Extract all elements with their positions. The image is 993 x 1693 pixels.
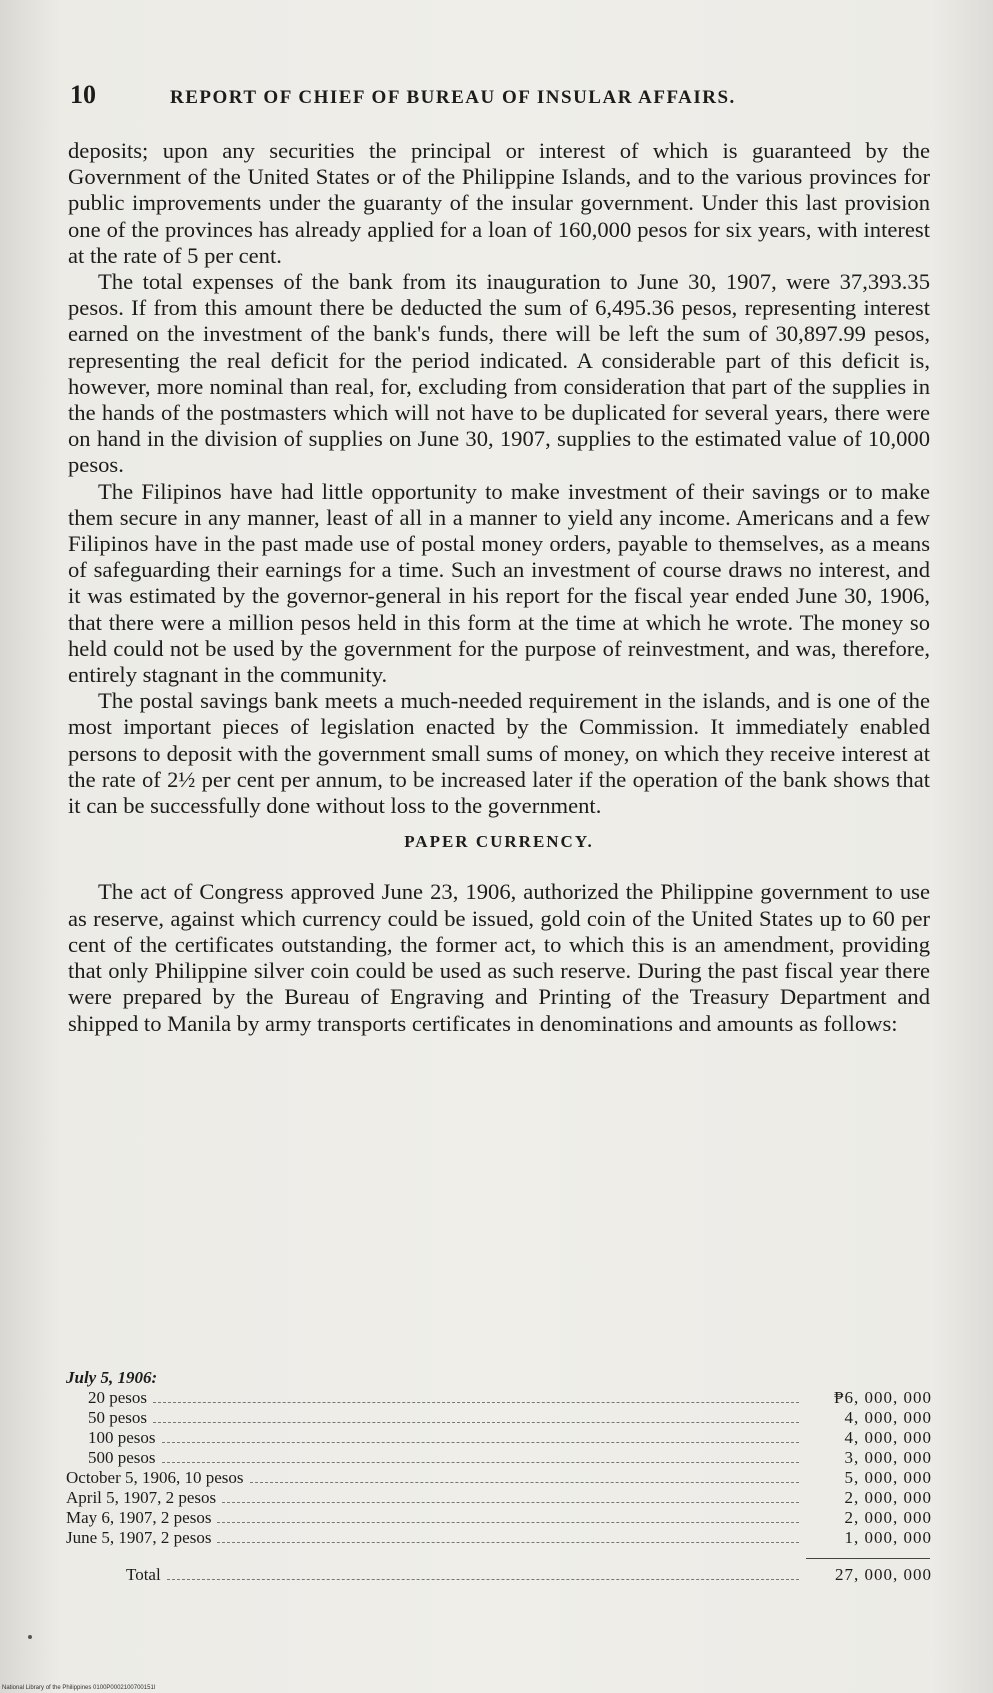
row-label: October 5, 1906, 10 pesos [66,1468,244,1487]
table-row [66,1428,932,1448]
leader-dots [250,1481,799,1483]
row-label: April 5, 1907, 2 pesos [66,1488,217,1507]
leader-dots [162,1461,799,1463]
table-row [66,1508,932,1528]
table-row [66,1528,932,1548]
footer-credit: National Library of the Philippines 0100P0002100700151I [2,1685,156,1691]
row-label: 500 pesos [88,1448,156,1467]
row-label: June 5, 1907, 2 pesos [66,1528,212,1547]
section-heading: PAPER CURRENCY. [404,832,594,852]
row-amount: 5, 000, 000 [844,1468,932,1487]
leader-dots [217,1541,799,1543]
row-amount: 3, 000, 000 [844,1448,932,1467]
table-row [66,1468,932,1488]
row-label: 20 pesos [88,1388,148,1407]
currency-table [66,1368,932,1585]
table-total-row [66,1565,932,1585]
paragraph: The Filipinos have had little opportunity to make investment of their savings or to make them secure in any manner, least of all in a manner to yield any income. Americans and a few Filipinos have in the past made use of postal money orders, payable to themselves, as a means of safeguarding their earnings for a time. Such an investment of course draws no interest, and it was estimated by the governor-general in his report for the fiscal year ended June 30, 1906, that there were a million pesos held in this form at the time at which he wrote. The money so held could not be used by the government for the purpose of reinvestment, and was, therefore, entirely stagnant in the community. [68,478,930,688]
row-label: 50 pesos [88,1408,148,1427]
leader-dots [217,1521,799,1523]
paragraph: The total expenses of the bank from its inauguration to June 30, 1907, were 37,393.35 pesos. If from this amount there be deducted the sum of 6,495.36 pesos, representing interest earned on the investment of the bank's funds, there will be left the sum of 30,897.99 pesos, representing the real deficit for the period indicated. A considerable part of this deficit is, however, more nominal than real, for, excluding from consideration that part of the supplies in the hands of the postmasters which will not have to be duplicated for several years, there were on hand in the division of supplies on June 30, 1907, supplies to the estimated value of 10,000 pesos. [68,269,930,478]
page-number: 10 [70,80,96,109]
row-amount: ₱6, 000, 000 [834,1388,932,1407]
row-label: May 6, 1907, 2 pesos [66,1508,212,1527]
row-label: 100 pesos [88,1428,156,1447]
paragraph: The postal savings bank meets a much-needed requirement in the islands, and is one of the most important pieces of legislation enacted by the Commission. It immediately enabled persons to deposit with the government small sums of money, on which they receive interest at the rate of 2½ per cent per annum, to be increased later if the operation of the bank shows that it can be successfully done without loss to the government. [68,688,930,819]
table-group-date: July 5, 1906: [66,1368,158,1387]
row-amount: 2, 000, 000 [844,1488,932,1507]
leader-dots [222,1501,799,1503]
scan-speck [28,1635,32,1639]
body-text [68,138,930,1037]
paragraph: The act of Congress approved June 23, 1906, authorized the Philippine government to use as reserve, against which currency could be issued, gold coin of the United States up to 60 per cent of the certificates outstanding, the former act, to which this is an amendment, providing that only Philippine silver coin could be used as such reserve. During the past fiscal year there were prepared by the Bureau of Engraving and Printing of the Treasury Department and shipped to Manila by army transports certificates in denominations and amounts as follows: [68,879,930,1036]
leader-dots [153,1421,799,1423]
leader-dots [167,1578,799,1580]
leader-dots [162,1441,799,1443]
table-row [66,1488,932,1508]
row-amount: 2, 000, 000 [844,1508,932,1527]
row-amount: 4, 000, 000 [844,1428,932,1447]
table-row [66,1388,932,1408]
table-row [66,1448,932,1468]
table-row [66,1408,932,1428]
paragraph: deposits; upon any securities the principal or interest of which is guaranteed by the Government of the United States or of the Philippine Islands, and to the various provinces for public improvements under the guaranty of the insular government. Under this last provision one of the provinces has already applied for a loan of 160,000 pesos for six years, with interest at the rate of 5 per cent. [68,138,930,268]
leader-dots [153,1401,799,1403]
row-amount: 4, 000, 000 [844,1408,932,1427]
running-head: REPORT OF CHIEF OF BUREAU OF INSULAR AFFAIRS. [170,87,736,108]
total-amount: 27, 000, 000 [835,1565,932,1584]
row-amount: 1, 000, 000 [844,1528,932,1547]
total-label: Total [126,1565,161,1584]
total-rule [806,1558,930,1559]
page-header [70,80,930,110]
